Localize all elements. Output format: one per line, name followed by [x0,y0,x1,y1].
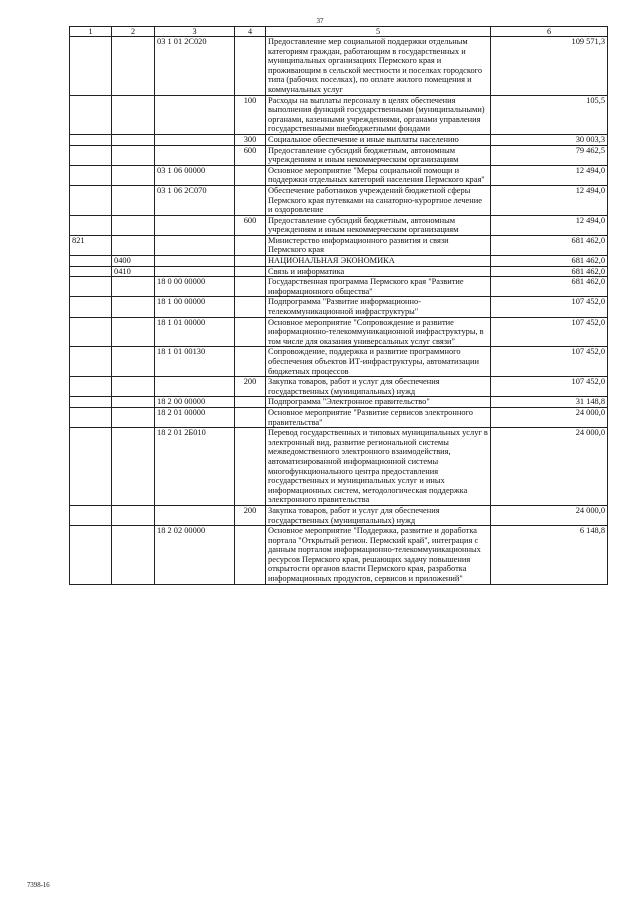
header-cell: 4 [235,27,266,37]
budget-table [69,26,608,585]
expense-type-cell [235,317,266,347]
expense-type-cell [235,185,266,215]
target-article-cell [155,145,235,165]
table-row [70,297,608,317]
amount-cell: 24 000,0 [491,505,608,525]
header-cell: 1 [70,27,112,37]
section-code-cell: 0400 [112,256,155,267]
table-row [70,526,608,585]
target-article-cell: 18 2 01 00000 [155,407,235,427]
table-row [70,95,608,134]
expense-type-cell [235,407,266,427]
expense-type-cell [235,397,266,408]
amount-cell: 12 494,0 [491,185,608,215]
section-code-cell [112,526,155,585]
table-row [70,165,608,185]
section-code-cell [112,37,155,96]
expense-type-cell [235,266,266,277]
ministry-code-cell [70,526,112,585]
ministry-code-cell [70,407,112,427]
target-article-cell: 03 1 01 2С020 [155,37,235,96]
table-row [70,266,608,277]
ministry-code-cell: 821 [70,235,112,255]
section-code-cell [112,297,155,317]
expense-type-cell [235,256,266,267]
description-cell: Сопровождение, поддержка и развитие программного обеспечения объектов ИТ-инфраструктуры, автоматизации бюджетных процессов [266,347,491,377]
target-article-cell [155,256,235,267]
amount-cell: 30 003,3 [491,134,608,145]
description-cell: Министерство информационного развития и связи Пермского края [266,235,491,255]
amount-cell: 681 462,0 [491,277,608,297]
amount-cell: 109 571,3 [491,37,608,96]
expense-type-cell: 300 [235,134,266,145]
description-cell: Предоставление субсидий бюджетным, автономным учреждениям и иным некоммерческим организациям [266,145,491,165]
section-code-cell [112,317,155,347]
table-row [70,347,608,377]
table-row [70,215,608,235]
expense-type-cell: 600 [235,215,266,235]
ministry-code-cell [70,297,112,317]
document-code: 7398-16 [27,882,50,889]
description-cell: Обеспечение работников учреждений бюджетной сферы Пермского края путевками на санаторно-курортное лечение и оздоровление [266,185,491,215]
amount-cell: 12 494,0 [491,165,608,185]
ministry-code-cell [70,277,112,297]
table-row [70,277,608,297]
ministry-code-cell [70,266,112,277]
target-article-cell: 03 1 06 2С070 [155,185,235,215]
amount-cell: 681 462,0 [491,256,608,267]
section-code-cell [112,134,155,145]
amount-cell: 681 462,0 [491,266,608,277]
header-cell: 3 [155,27,235,37]
ministry-code-cell [70,377,112,397]
section-code-cell: 0410 [112,266,155,277]
table-row [70,235,608,255]
section-code-cell [112,185,155,215]
description-cell: Связь и информатика [266,266,491,277]
ministry-code-cell [70,185,112,215]
section-code-cell [112,145,155,165]
target-article-cell: 18 2 02 00000 [155,526,235,585]
description-cell: Расходы на выплаты персоналу в целях обеспечения выполнения функций государственными (муниципальными) органами, казенными учреждениями, органами управления государственными внебюджетными фондами [266,95,491,134]
expense-type-cell: 200 [235,505,266,525]
target-article-cell: 18 2 00 00000 [155,397,235,408]
ministry-code-cell [70,256,112,267]
ministry-code-cell [70,134,112,145]
expense-type-cell [235,347,266,377]
target-article-cell: 18 1 01 00130 [155,347,235,377]
amount-cell: 105,5 [491,95,608,134]
expense-type-cell: 100 [235,95,266,134]
expense-type-cell [235,526,266,585]
ministry-code-cell [70,397,112,408]
description-cell: Перевод государственных и типовых муниципальных услуг в электронный вид, развитие региональной системы межведомственного электронного взаимодействия, автоматизированной информационной системы многофункционального центра предоставления государственных и муниципальных услуг и иных информационных систем, методологическая поддержка электронного правительства [266,428,491,506]
description-cell: Основное мероприятие "Сопровождение и развитие информационно-телекоммуникационной инфраструктуры, в том числе для оказания универсальных услуг связи" [266,317,491,347]
target-article-cell [155,505,235,525]
header-cell: 2 [112,27,155,37]
table-row [70,134,608,145]
table-row [70,185,608,215]
amount-cell: 107 452,0 [491,297,608,317]
section-code-cell [112,165,155,185]
amount-cell: 31 148,8 [491,397,608,408]
target-article-cell [155,95,235,134]
target-article-cell: 18 1 00 00000 [155,297,235,317]
expense-type-cell [235,165,266,185]
section-code-cell [112,277,155,297]
table-row [70,505,608,525]
description-cell: Основное мероприятие "Поддержка, развитие и доработка портала "Открытый регион. Пермский край", интеграция с данным порталом информационно-телекоммуникационных ресурсов Пермского края, решающих задачу повышения открытости органов власти Пермского края, разработка информационных продуктов, сервисов и приложений" [266,526,491,585]
section-code-cell [112,397,155,408]
description-cell: НАЦИОНАЛЬНАЯ ЭКОНОМИКА [266,256,491,267]
description-cell: Подпрограмма "Развитие информационно-телекоммуникационной инфраструктуры" [266,297,491,317]
header-cell: 6 [491,27,608,37]
section-code-cell [112,377,155,397]
table-row [70,407,608,427]
section-code-cell [112,407,155,427]
target-article-cell [155,377,235,397]
amount-cell: 12 494,0 [491,215,608,235]
section-code-cell [112,95,155,134]
table-row [70,317,608,347]
target-article-cell [155,235,235,255]
ministry-code-cell [70,215,112,235]
expense-type-cell: 600 [235,145,266,165]
table-header-row [70,27,608,37]
amount-cell: 24 000,0 [491,428,608,506]
ministry-code-cell [70,428,112,506]
section-code-cell [112,215,155,235]
amount-cell: 24 000,0 [491,407,608,427]
page-number: 37 [316,17,324,25]
amount-cell: 681 462,0 [491,235,608,255]
section-code-cell [112,505,155,525]
ministry-code-cell [70,505,112,525]
ministry-code-cell [70,317,112,347]
section-code-cell [112,347,155,377]
amount-cell: 107 452,0 [491,347,608,377]
amount-cell: 107 452,0 [491,377,608,397]
table-row [70,145,608,165]
expense-type-cell [235,428,266,506]
description-cell: Основное мероприятие "Развитие сервисов электронного правительства" [266,407,491,427]
section-code-cell [112,235,155,255]
amount-cell: 107 452,0 [491,317,608,347]
description-cell: Подпрограмма "Электронное правительство" [266,397,491,408]
table-row [70,37,608,96]
header-cell: 5 [266,27,491,37]
target-article-cell: 18 2 01 2Б010 [155,428,235,506]
expense-type-cell [235,37,266,96]
table-row [70,397,608,408]
ministry-code-cell [70,145,112,165]
target-article-cell [155,215,235,235]
description-cell: Основное мероприятие "Меры социальной помощи и поддержки отдельных категорий населения Пермского края" [266,165,491,185]
description-cell: Государственная программа Пермского края "Развитие информационного общества" [266,277,491,297]
ministry-code-cell [70,165,112,185]
section-code-cell [112,428,155,506]
amount-cell: 79 462,5 [491,145,608,165]
amount-cell: 6 148,8 [491,526,608,585]
description-cell: Закупка товаров, работ и услуг для обеспечения государственных (муниципальных) нужд [266,377,491,397]
expense-type-cell [235,277,266,297]
target-article-cell: 03 1 06 00000 [155,165,235,185]
expense-type-cell: 200 [235,377,266,397]
description-cell: Социальное обеспечение и иные выплаты населению [266,134,491,145]
description-cell: Закупка товаров, работ и услуг для обеспечения государственных (муниципальных) нужд [266,505,491,525]
target-article-cell [155,134,235,145]
ministry-code-cell [70,347,112,377]
target-article-cell: 18 1 01 00000 [155,317,235,347]
expense-type-cell [235,297,266,317]
description-cell: Предоставление мер социальной поддержки отдельным категориям граждан, работающим в государственных и муниципальных организациях Пермского края и проживающим в сельской местности и поселках городского типа (рабочих поселках), по оплате жилого помещения и коммунальных услуг [266,37,491,96]
target-article-cell [155,266,235,277]
table-row [70,377,608,397]
ministry-code-cell [70,95,112,134]
table-row [70,256,608,267]
ministry-code-cell [70,37,112,96]
expense-type-cell [235,235,266,255]
target-article-cell: 18 0 00 00000 [155,277,235,297]
description-cell: Предоставление субсидий бюджетным, автономным учреждениям и иным некоммерческим организациям [266,215,491,235]
table-row [70,428,608,506]
